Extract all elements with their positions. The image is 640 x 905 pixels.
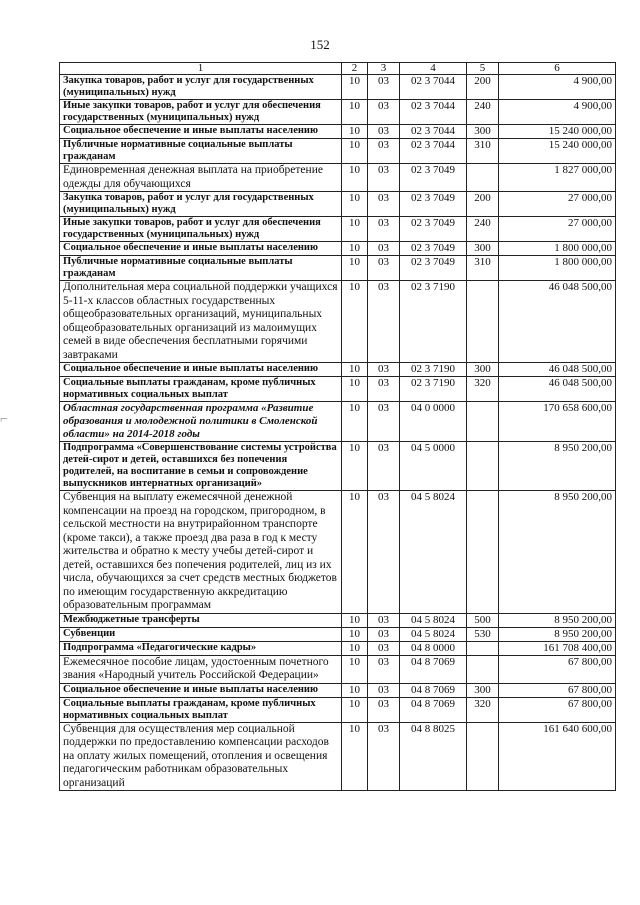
row-expense-type-cell bbox=[467, 164, 499, 192]
table-row bbox=[60, 164, 616, 192]
row-amount-cell: 1 800 000,00 bbox=[499, 256, 616, 281]
row-expense-type-cell: 240 bbox=[467, 217, 499, 242]
column-header: 1 bbox=[60, 63, 342, 75]
row-name-cell: Подпрограмма «Совершенствование системы устройства детей-сирот и детей, оставшихся без попечения родителей, на воспитание в семьи и сопровождение выпускников интернатных организаций» bbox=[60, 442, 342, 491]
table-row bbox=[60, 641, 616, 655]
row-target-code-cell: 02 3 7049 bbox=[400, 192, 467, 217]
row-expense-type-cell: 310 bbox=[467, 256, 499, 281]
row-amount-cell: 4 900,00 bbox=[499, 100, 616, 125]
row-target-code-cell: 02 3 7044 bbox=[400, 75, 467, 100]
row-section-cell: 10 bbox=[342, 722, 368, 791]
table-row bbox=[60, 697, 616, 722]
row-amount-cell: 27 000,00 bbox=[499, 217, 616, 242]
row-target-code-cell: 04 5 8024 bbox=[400, 613, 467, 627]
row-expense-type-cell: 200 bbox=[467, 192, 499, 217]
row-section-cell: 10 bbox=[342, 491, 368, 614]
row-subsection-cell: 03 bbox=[368, 655, 400, 683]
row-section-cell: 10 bbox=[342, 655, 368, 683]
row-name-cell: Субвенция на выплату ежемесячной денежной компенсации на проезд на городском, пригородном, в сельской местности на внутрирайонном транспорте (кроме такси), а также проезд два раза в год к месту жительства и обратно к месту учебы детей-сирот и детей, оставшихся без попечения родителей, лиц из их числа, обучающихся за счет средств местных бюджетов по имеющим государственную аккредитацию образовательным программам bbox=[60, 491, 342, 614]
table-row bbox=[60, 75, 616, 100]
row-target-code-cell: 04 5 0000 bbox=[400, 442, 467, 491]
row-name-cell: Социальное обеспечение и иные выплаты населению bbox=[60, 683, 342, 697]
row-expense-type-cell: 200 bbox=[467, 75, 499, 100]
row-expense-type-cell bbox=[467, 655, 499, 683]
row-name-cell: Публичные нормативные социальные выплаты гражданам bbox=[60, 256, 342, 281]
row-amount-cell: 170 658 600,00 bbox=[499, 402, 616, 442]
column-header: 2 bbox=[342, 63, 368, 75]
row-expense-type-cell bbox=[467, 641, 499, 655]
table-row bbox=[60, 192, 616, 217]
row-subsection-cell: 03 bbox=[368, 75, 400, 100]
row-target-code-cell: 04 0 0000 bbox=[400, 402, 467, 442]
row-amount-cell: 161 708 400,00 bbox=[499, 641, 616, 655]
row-name-cell: Социальное обеспечение и иные выплаты населению bbox=[60, 363, 342, 377]
row-section-cell: 10 bbox=[342, 256, 368, 281]
row-target-code-cell: 02 3 7190 bbox=[400, 377, 467, 402]
row-name-cell: Публичные нормативные социальные выплаты гражданам bbox=[60, 139, 342, 164]
header-row bbox=[60, 63, 616, 75]
row-expense-type-cell bbox=[467, 722, 499, 791]
row-name-cell: Субвенция для осуществления мер социальной поддержки по предоставлению компенсации расходов на оплату жилых помещений, отопления и освещения педагогическим работникам образовательных организаций bbox=[60, 722, 342, 791]
row-section-cell: 10 bbox=[342, 641, 368, 655]
table-row bbox=[60, 217, 616, 242]
row-subsection-cell: 03 bbox=[368, 125, 400, 139]
row-section-cell: 10 bbox=[342, 75, 368, 100]
row-section-cell: 10 bbox=[342, 125, 368, 139]
table-row bbox=[60, 442, 616, 491]
row-amount-cell: 161 640 600,00 bbox=[499, 722, 616, 791]
row-target-code-cell: 02 3 7190 bbox=[400, 363, 467, 377]
row-subsection-cell: 03 bbox=[368, 139, 400, 164]
row-amount-cell: 46 048 500,00 bbox=[499, 281, 616, 363]
row-amount-cell: 8 950 200,00 bbox=[499, 491, 616, 614]
row-expense-type-cell: 300 bbox=[467, 363, 499, 377]
row-expense-type-cell: 300 bbox=[467, 683, 499, 697]
row-subsection-cell: 03 bbox=[368, 164, 400, 192]
row-target-code-cell: 04 5 8024 bbox=[400, 627, 467, 641]
row-target-code-cell: 04 5 8024 bbox=[400, 491, 467, 614]
row-subsection-cell: 03 bbox=[368, 256, 400, 281]
table-row bbox=[60, 139, 616, 164]
row-amount-cell: 8 950 200,00 bbox=[499, 613, 616, 627]
row-target-code-cell: 02 3 7049 bbox=[400, 217, 467, 242]
row-name-cell: Единовременная денежная выплата на приобретение одежды для обучающихся bbox=[60, 164, 342, 192]
table-row bbox=[60, 242, 616, 256]
row-amount-cell: 67 800,00 bbox=[499, 655, 616, 683]
row-section-cell: 10 bbox=[342, 402, 368, 442]
row-expense-type-cell bbox=[467, 281, 499, 363]
row-name-cell: Социальные выплаты гражданам, кроме публичных нормативных социальных выплат bbox=[60, 697, 342, 722]
row-section-cell: 10 bbox=[342, 697, 368, 722]
row-amount-cell: 67 800,00 bbox=[499, 697, 616, 722]
row-name-cell: Социальное обеспечение и иные выплаты населению bbox=[60, 242, 342, 256]
row-name-cell: Закупка товаров, работ и услуг для государственных (муниципальных) нужд bbox=[60, 75, 342, 100]
row-section-cell: 10 bbox=[342, 164, 368, 192]
budget-table bbox=[59, 62, 616, 791]
row-section-cell: 10 bbox=[342, 217, 368, 242]
column-header: 3 bbox=[368, 63, 400, 75]
row-target-code-cell: 02 3 7190 bbox=[400, 281, 467, 363]
row-subsection-cell: 03 bbox=[368, 697, 400, 722]
table-row bbox=[60, 683, 616, 697]
row-section-cell: 10 bbox=[342, 281, 368, 363]
row-target-code-cell: 04 8 7069 bbox=[400, 697, 467, 722]
row-section-cell: 10 bbox=[342, 242, 368, 256]
row-subsection-cell: 03 bbox=[368, 281, 400, 363]
table-row bbox=[60, 655, 616, 683]
margin-mark: ⌐ bbox=[0, 412, 8, 427]
row-section-cell: 10 bbox=[342, 683, 368, 697]
table-row bbox=[60, 100, 616, 125]
page-number: 152 bbox=[310, 37, 330, 52]
row-subsection-cell: 03 bbox=[368, 100, 400, 125]
row-target-code-cell: 04 8 8025 bbox=[400, 722, 467, 791]
row-expense-type-cell: 300 bbox=[467, 242, 499, 256]
table-row bbox=[60, 627, 616, 641]
row-name-cell: Социальные выплаты гражданам, кроме публичных нормативных социальных выплат bbox=[60, 377, 342, 402]
row-expense-type-cell: 310 bbox=[467, 139, 499, 164]
table-row bbox=[60, 377, 616, 402]
row-amount-cell: 15 240 000,00 bbox=[499, 125, 616, 139]
row-subsection-cell: 03 bbox=[368, 242, 400, 256]
row-expense-type-cell: 500 bbox=[467, 613, 499, 627]
row-section-cell: 10 bbox=[342, 192, 368, 217]
row-subsection-cell: 03 bbox=[368, 683, 400, 697]
row-name-cell: Межбюджетные трансферты bbox=[60, 613, 342, 627]
row-subsection-cell: 03 bbox=[368, 491, 400, 614]
row-amount-cell: 4 900,00 bbox=[499, 75, 616, 100]
table-row bbox=[60, 363, 616, 377]
row-section-cell: 10 bbox=[342, 100, 368, 125]
column-header: 5 bbox=[467, 63, 499, 75]
row-target-code-cell: 04 8 7069 bbox=[400, 683, 467, 697]
row-name-cell: Подпрограмма «Педагогические кадры» bbox=[60, 641, 342, 655]
row-name-cell: Иные закупки товаров, работ и услуг для обеспечения государственных (муниципальных) нужд bbox=[60, 100, 342, 125]
row-amount-cell: 8 950 200,00 bbox=[499, 442, 616, 491]
row-expense-type-cell: 300 bbox=[467, 125, 499, 139]
row-expense-type-cell: 240 bbox=[467, 100, 499, 125]
row-name-cell: Закупка товаров, работ и услуг для государственных (муниципальных) нужд bbox=[60, 192, 342, 217]
row-subsection-cell: 03 bbox=[368, 641, 400, 655]
row-subsection-cell: 03 bbox=[368, 377, 400, 402]
row-amount-cell: 1 800 000,00 bbox=[499, 242, 616, 256]
row-expense-type-cell: 320 bbox=[467, 377, 499, 402]
row-subsection-cell: 03 bbox=[368, 613, 400, 627]
row-amount-cell: 15 240 000,00 bbox=[499, 139, 616, 164]
table-row bbox=[60, 256, 616, 281]
row-target-code-cell: 04 8 0000 bbox=[400, 641, 467, 655]
row-amount-cell: 67 800,00 bbox=[499, 683, 616, 697]
column-header: 6 bbox=[499, 63, 616, 75]
row-expense-type-cell: 320 bbox=[467, 697, 499, 722]
row-target-code-cell: 02 3 7044 bbox=[400, 139, 467, 164]
column-header: 4 bbox=[400, 63, 467, 75]
row-subsection-cell: 03 bbox=[368, 192, 400, 217]
row-amount-cell: 27 000,00 bbox=[499, 192, 616, 217]
table-row bbox=[60, 402, 616, 442]
table-row bbox=[60, 613, 616, 627]
row-section-cell: 10 bbox=[342, 627, 368, 641]
row-amount-cell: 46 048 500,00 bbox=[499, 377, 616, 402]
row-amount-cell: 1 827 000,00 bbox=[499, 164, 616, 192]
row-expense-type-cell bbox=[467, 402, 499, 442]
row-target-code-cell: 02 3 7049 bbox=[400, 164, 467, 192]
row-subsection-cell: 03 bbox=[368, 442, 400, 491]
row-expense-type-cell: 530 bbox=[467, 627, 499, 641]
row-target-code-cell: 02 3 7044 bbox=[400, 100, 467, 125]
row-section-cell: 10 bbox=[342, 363, 368, 377]
row-subsection-cell: 03 bbox=[368, 722, 400, 791]
row-target-code-cell: 02 3 7049 bbox=[400, 242, 467, 256]
row-target-code-cell: 02 3 7044 bbox=[400, 125, 467, 139]
row-amount-cell: 46 048 500,00 bbox=[499, 363, 616, 377]
row-name-cell: Дополнительная мера социальной поддержки учащихся 5-11-х классов областных государственных общеобразовательных организаций, муниципальных общеобразовательных организаций из малоимущих семей в виде обеспечения бесплатными горячими завтраками bbox=[60, 281, 342, 363]
row-target-code-cell: 04 8 7069 bbox=[400, 655, 467, 683]
row-name-cell: Иные закупки товаров, работ и услуг для обеспечения государственных (муниципальных) нужд bbox=[60, 217, 342, 242]
row-section-cell: 10 bbox=[342, 442, 368, 491]
row-name-cell: Субвенции bbox=[60, 627, 342, 641]
row-section-cell: 10 bbox=[342, 139, 368, 164]
row-subsection-cell: 03 bbox=[368, 402, 400, 442]
table-row bbox=[60, 281, 616, 363]
row-expense-type-cell bbox=[467, 491, 499, 614]
table-row bbox=[60, 722, 616, 791]
row-section-cell: 10 bbox=[342, 613, 368, 627]
row-subsection-cell: 03 bbox=[368, 627, 400, 641]
row-subsection-cell: 03 bbox=[368, 217, 400, 242]
row-expense-type-cell bbox=[467, 442, 499, 491]
row-name-cell: Ежемесячное пособие лицам, удостоенным почетного звания «Народный учитель Российской Федерации» bbox=[60, 655, 342, 683]
table-row bbox=[60, 125, 616, 139]
row-name-cell: Областная государственная программа «Развитие образования и молодежной политики в Смоленской области» на 2014-2018 годы bbox=[60, 402, 342, 442]
row-name-cell: Социальное обеспечение и иные выплаты населению bbox=[60, 125, 342, 139]
row-section-cell: 10 bbox=[342, 377, 368, 402]
row-subsection-cell: 03 bbox=[368, 363, 400, 377]
table-row bbox=[60, 491, 616, 614]
table-body bbox=[60, 75, 616, 791]
row-amount-cell: 8 950 200,00 bbox=[499, 627, 616, 641]
row-target-code-cell: 02 3 7049 bbox=[400, 256, 467, 281]
